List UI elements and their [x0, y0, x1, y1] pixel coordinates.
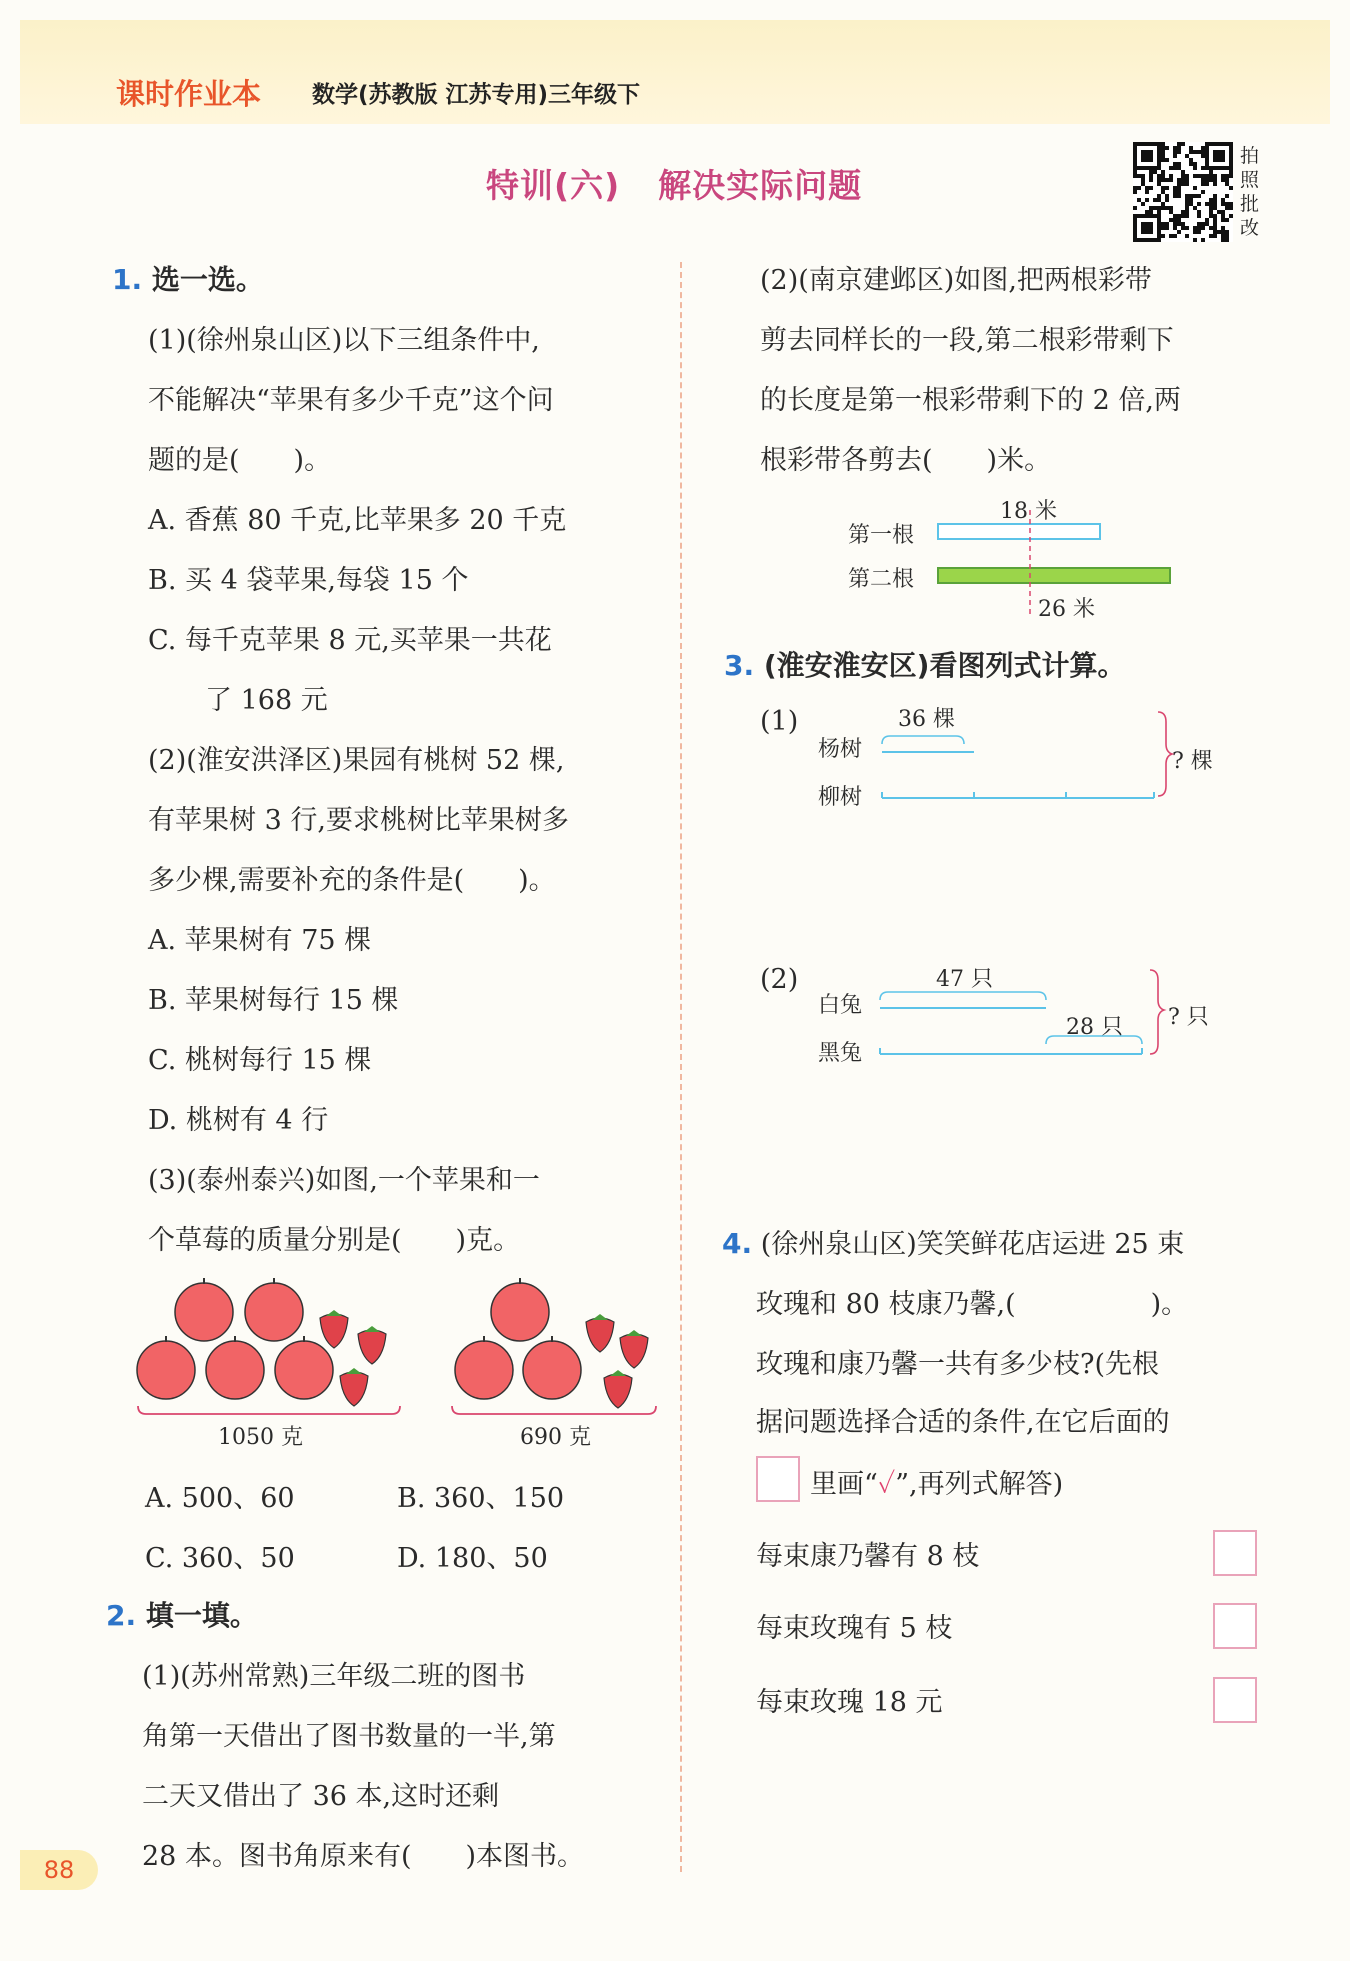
q2p1-line: (1)(苏州常熟)三年级二班的图书 [142, 1661, 526, 1692]
instruction-pre: 里画“ [810, 1469, 878, 1500]
q1p1-line: 不能解决“苹果有多少千克”这个问 [148, 385, 554, 416]
condition-2-checkbox[interactable] [1213, 1603, 1257, 1649]
q1-number: 1. [112, 263, 143, 296]
book-subtitle: 数学(苏教版 江苏专用)三年级下 [312, 82, 641, 108]
strawberry-icon [586, 1314, 614, 1352]
apple-icon [175, 1278, 233, 1341]
q4-line [722, 1222, 1184, 1261]
q3p2-row2: 黑兔 [818, 1041, 863, 1066]
q3p1-label: (1) [760, 706, 799, 737]
qr-code-icon[interactable] [1133, 142, 1237, 242]
q3p1-row1: 杨树 [818, 737, 863, 762]
q4-line: 玫瑰和康乃馨一共有多少枝?(先根 [756, 1349, 1160, 1380]
q2-heading [106, 1594, 258, 1634]
q1-title: 选一选。 [151, 263, 264, 296]
condition-3: 每束玫瑰 18 元 [756, 1687, 943, 1718]
apple-icon [275, 1336, 333, 1399]
condition-1-checkbox[interactable] [1213, 1530, 1257, 1576]
ribbon-1-bar [938, 524, 1100, 539]
q3p2-right: ? 只 [1168, 1005, 1209, 1030]
q1p3-line: (3)(泰州泰兴)如图,一个苹果和一 [148, 1165, 540, 1196]
q1p1-line: 题的是( )。 [148, 445, 332, 476]
q1p2-line: 多少棵,需要补充的条件是( )。 [148, 865, 556, 896]
q1p1-line: (1)(徐州泉山区)以下三组条件中, [148, 325, 540, 356]
ribbon-top-label: 18 米 [1000, 499, 1057, 524]
q3-title: (淮安淮安区)看图列式计算。 [763, 649, 1126, 682]
strawberry-icon [358, 1326, 386, 1364]
apple-icon [455, 1336, 513, 1399]
q1p2-option-a[interactable]: A. 苹果树有 75 棵 [148, 925, 372, 956]
q1p3-option-a[interactable]: A. 500、60 [145, 1483, 295, 1514]
example-checkbox [756, 1456, 800, 1502]
tree-diagram [870, 710, 1180, 810]
ribbon-2-label: 第二根 [848, 567, 915, 592]
q2p2-line: 剪去同样长的一段,第二根彩带剩下 [760, 325, 1174, 356]
q1p1-option-c[interactable]: C. 每千克苹果 8 元,买苹果一共花 [148, 625, 552, 656]
q1p1-option-b[interactable]: B. 买 4 袋苹果,每袋 15 个 [148, 565, 469, 596]
q1p2-option-b[interactable]: B. 苹果树每行 15 棵 [148, 985, 399, 1016]
q1p3-option-b[interactable]: B. 360、150 [397, 1483, 565, 1514]
page-number: 88 [20, 1850, 98, 1890]
strawberry-icon [604, 1370, 632, 1408]
q3p2-label: (2) [760, 964, 799, 995]
q1p1-option-c-cont: 了 168 元 [205, 685, 328, 716]
q4-line: 玫瑰和 80 枝康乃馨,( )。 [756, 1289, 1189, 1320]
q4-number-wrap [722, 1227, 752, 1260]
q2p2-line: 的长度是第一根彩带剩下的 2 倍,两 [760, 385, 1181, 416]
q3-heading [724, 644, 1125, 684]
q3p1-right: ? 棵 [1172, 749, 1213, 774]
ribbon-2-bar [938, 568, 1170, 583]
ribbon-1-label: 第一根 [848, 523, 915, 548]
q3p2-mid: 28 只 [1066, 1015, 1123, 1040]
apple-icon [206, 1336, 264, 1399]
q1p2-line: (2)(淮安洪泽区)果园有桃树 52 棵, [148, 745, 565, 776]
condition-1: 每束康乃馨有 8 枝 [756, 1541, 980, 1572]
title-part1: 特训(六) [486, 166, 621, 205]
q2p2-line: (2)(南京建邺区)如图,把两根彩带 [760, 265, 1152, 296]
q1p3-option-d[interactable]: D. 180、50 [397, 1543, 548, 1574]
q1p3-line: 个草莓的质量分别是( )克。 [148, 1225, 521, 1256]
q2-number: 2. [106, 1599, 137, 1632]
q4-line: 据问题选择合适的条件,在它后面的 [756, 1407, 1170, 1438]
title-part2: 解决实际问题 [658, 166, 863, 205]
q4-number: 4. [722, 1227, 753, 1260]
check-icon: ✓ [877, 1469, 896, 1500]
q1p1-option-a[interactable]: A. 香蕉 80 千克,比苹果多 20 千克 [148, 505, 567, 536]
ribbon-bottom-label: 26 米 [1038, 597, 1095, 622]
fig-left-label: 1050 克 [218, 1425, 303, 1450]
page-title [486, 160, 862, 207]
q3p2-top: 47 只 [936, 967, 993, 992]
q4-line-0: (徐州泉山区)笑笑鲜花店运进 25 束 [760, 1229, 1185, 1260]
strawberry-icon [320, 1310, 348, 1348]
q1p2-option-d[interactable]: D. 桃树有 4 行 [148, 1105, 329, 1136]
apple-icon [245, 1278, 303, 1341]
rabbit-diagram [870, 966, 1180, 1070]
q2p1-line: 28 本。图书角原来有( )本图书。 [142, 1841, 585, 1872]
q3p1-top: 36 棵 [898, 707, 955, 732]
strawberry-icon [340, 1368, 368, 1406]
q3-number: 3. [724, 649, 755, 682]
q1p3-option-c[interactable]: C. 360、50 [145, 1543, 295, 1574]
strawberry-icon [620, 1330, 648, 1368]
condition-2: 每束玫瑰有 5 枝 [756, 1613, 953, 1644]
qr-label: 拍照批改 [1240, 145, 1260, 239]
brand-title: 课时作业本 [116, 77, 262, 111]
q3p1-row2: 柳树 [818, 785, 863, 810]
q2-title: 填一填。 [145, 1599, 258, 1632]
fig-right-label: 690 克 [520, 1425, 591, 1450]
condition-3-checkbox[interactable] [1213, 1677, 1257, 1723]
q2p1-line: 二天又借出了 36 本,这时还剩 [142, 1781, 500, 1812]
q1-heading [112, 258, 264, 298]
column-divider [680, 262, 682, 1872]
q4-instruction [810, 1462, 1063, 1501]
q2p2-line: 根彩带各剪去( )米。 [760, 445, 1052, 476]
apple-icon [491, 1278, 549, 1341]
q2p1-line: 角第一天借出了图书数量的一半,第 [142, 1721, 556, 1752]
q1p2-option-c[interactable]: C. 桃树每行 15 棵 [148, 1045, 372, 1076]
apple-icon [137, 1336, 195, 1399]
page-header [20, 20, 1330, 124]
apple-icon [523, 1336, 581, 1399]
instruction-post: ”,再列式解答) [895, 1469, 1064, 1500]
q1p2-line: 有苹果树 3 行,要求桃树比苹果树多 [148, 805, 569, 836]
q3p2-row1: 白兔 [818, 993, 863, 1018]
